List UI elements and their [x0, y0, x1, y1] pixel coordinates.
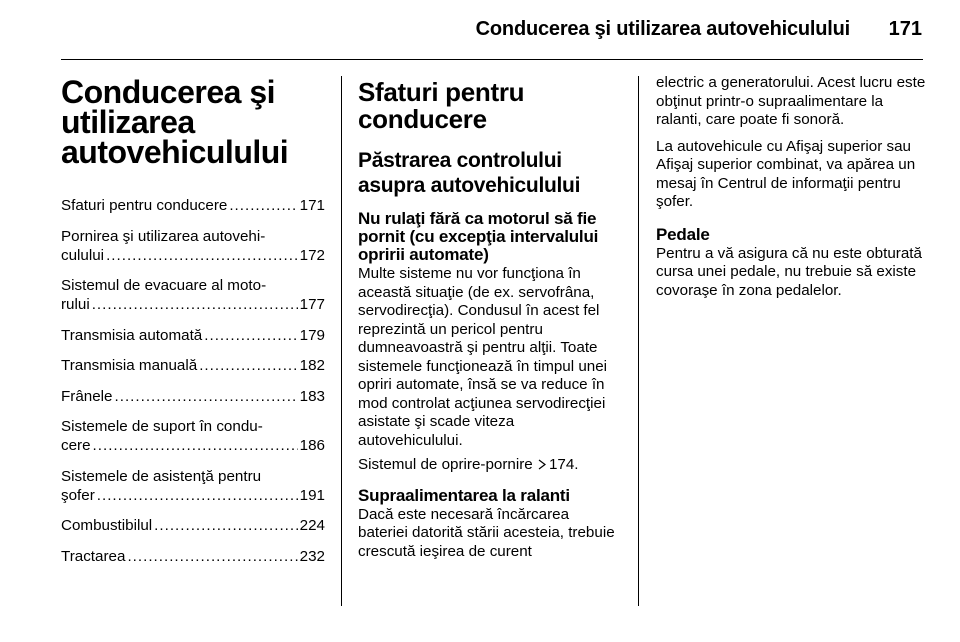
- xref-page: 174.: [548, 456, 579, 473]
- heading-pedals: Pedale: [656, 224, 710, 244]
- toc-leader-dots: [92, 295, 298, 314]
- toc-leader-dots: [229, 196, 297, 215]
- toc-entry[interactable]: [61, 467, 325, 512]
- toc-leader-dots: [106, 246, 298, 265]
- toc-entry[interactable]: [61, 196, 325, 222]
- cross-reference[interactable]: [358, 456, 620, 475]
- paragraph-pedals: Pentru a vă asigura că nu este obturată cursa unei pedale, nu trebuie să existe covoraşe în zona pedalelor.: [656, 244, 922, 299]
- toc-entry-page: 224: [299, 517, 325, 534]
- paragraph-idle-boost-part2: electric a generatorului. Acest lucru este obţinut printr-o supraalimentare la ralanti, care poate fi sonoră.: [656, 74, 926, 128]
- toc-leader-dots: [204, 326, 297, 345]
- toc-entry-label: Transmisia manuală: [61, 357, 198, 374]
- chapter-column: [61, 74, 325, 577]
- toc-leader-dots: [154, 516, 297, 535]
- page-number: 171: [888, 18, 922, 40]
- toc-entry-page: 179: [299, 326, 325, 344]
- toc-entry-label: Transmisia automată: [61, 326, 203, 344]
- chapter-title: Conducerea şi utilizarea autovehiculului: [61, 74, 289, 170]
- toc-entry-label: Tractarea: [61, 547, 126, 565]
- toc-entry-label: cere: [61, 437, 91, 454]
- toc-entry-label: Combustibilul: [61, 517, 153, 534]
- toc-entry[interactable]: [61, 326, 325, 352]
- toc-leader-dots: [127, 547, 297, 566]
- column-divider-left: [341, 76, 342, 606]
- section-subtitle: Păstrarea controlului asupra autovehiculului: [358, 149, 581, 197]
- page-reference-arrow-icon: [537, 459, 547, 470]
- section-title: Sfaturi pentru conducere: [358, 77, 525, 134]
- toc-entry-label: Sistemele de suport în condu-: [61, 418, 263, 435]
- toc-entry[interactable]: [61, 516, 325, 542]
- toc-entry-page: 183: [299, 387, 325, 405]
- toc-entry-page: 232: [299, 547, 325, 565]
- paragraph-idle-boost-part1: Dacă este necesară încărcarea bateriei datorită stării acesteia, trebuie crescută ieşirea de curent: [358, 505, 615, 560]
- column-divider-right: [638, 76, 639, 606]
- header-divider: [61, 59, 923, 60]
- toc-entry[interactable]: [61, 276, 325, 321]
- toc-entry-label: culului: [61, 246, 105, 264]
- paragraph-display-message: La autovehicule cu Afişaj superior sau Afişaj superior combinat, va apărea un mesaj în Centrul de informaţii pentru şofer.: [656, 137, 916, 210]
- xref-label: Sistemul de oprire-pornire: [358, 456, 533, 473]
- toc-entry-page: 186: [299, 437, 325, 454]
- toc-entry[interactable]: [61, 387, 325, 413]
- toc-entry[interactable]: [61, 547, 325, 573]
- toc-entry[interactable]: [61, 356, 325, 382]
- toc-entry-label: rului: [61, 296, 90, 313]
- toc-entry-label: Pornirea şi utilizarea autovehi-: [61, 227, 266, 245]
- toc-entry[interactable]: [61, 227, 325, 272]
- toc-entry-page: 182: [299, 357, 325, 374]
- toc-leader-dots: [115, 387, 298, 406]
- toc-entry-page: 177: [299, 296, 325, 313]
- toc-entry-label: Frânele: [61, 387, 113, 405]
- paragraph-engine-off: Multe sisteme nu vor funcţiona în această situaţie (de ex. servofrâna, servodirecţia). Condusul în acest fel reprezintă un pericol pentru dumneavoastră şi pentru alţii. Toate sistemele funcţionează în timpul unei opriri automate, însă se va reduce în mod controlat acţiunea servodirecţiei asistate şi scade viteza autovehiculului.: [358, 265, 608, 449]
- toc-entry-label: Sistemele de asistenţă pentru: [61, 467, 262, 485]
- table-of-contents: [61, 196, 325, 572]
- toc-entry-label: Sfaturi pentru conducere: [61, 197, 228, 214]
- section-column: [358, 74, 620, 567]
- heading-engine-off: Nu rulaţi fără ca motorul să fie pornit (cu excepţia intervalului opririi automate): [358, 209, 599, 264]
- toc-entry-label: Sistemul de evacuare al moto-: [61, 277, 267, 294]
- toc-entry-page: 172: [299, 246, 325, 264]
- toc-entry-page: 171: [299, 197, 325, 214]
- toc-entry-label: şofer: [61, 486, 95, 504]
- heading-idle-boost: Supraalimentarea la ralanti: [358, 485, 570, 505]
- toc-entry-page: 191: [299, 486, 325, 504]
- toc-leader-dots: [97, 486, 298, 505]
- toc-entry[interactable]: [61, 417, 325, 462]
- toc-leader-dots: [93, 436, 298, 455]
- toc-leader-dots: [199, 356, 297, 375]
- running-header-title: Conducerea şi utilizarea autovehiculului: [475, 18, 850, 40]
- continued-column: [656, 74, 926, 308]
